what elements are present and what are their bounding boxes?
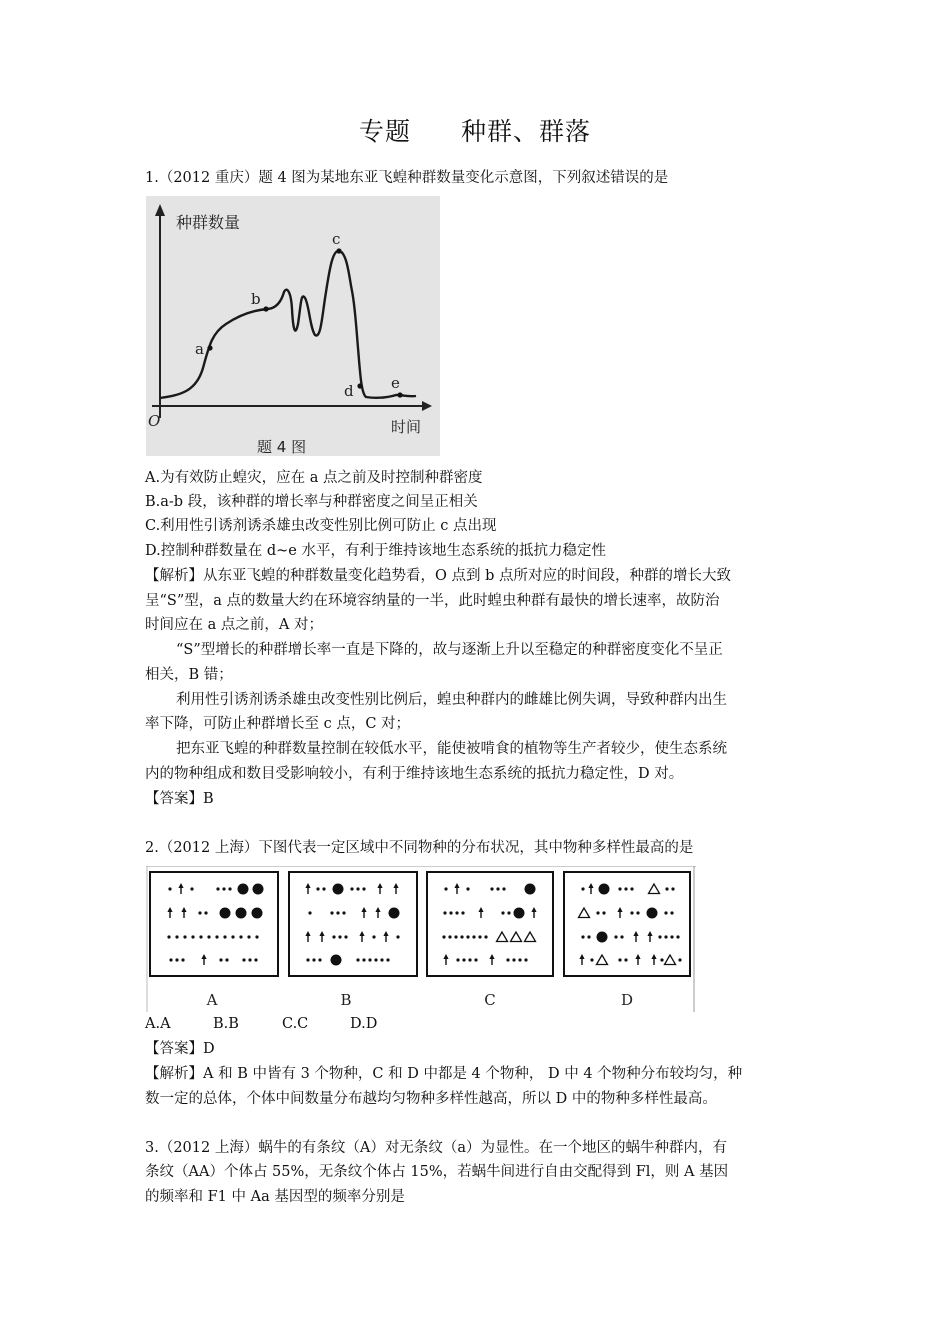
point-d-label: d xyxy=(344,382,354,400)
panel-b-label: B xyxy=(340,991,352,1009)
x-axis-label: 时间 xyxy=(391,418,422,436)
panel-b-organisms xyxy=(305,883,399,966)
panel-d-organisms xyxy=(579,883,682,965)
panel-c-organisms xyxy=(442,883,536,965)
q2-option-b: B.B xyxy=(213,1016,239,1032)
point-a-label: a xyxy=(195,340,204,358)
q1-option-d: D.控制种群数量在 d~e 水平，有利于维持该地生态系统的抵抗力稳定性 xyxy=(145,543,606,559)
q1-analysis-line: 率下降，可防止种群增长至 c 点，C 对； xyxy=(145,716,411,732)
point-c-marker xyxy=(336,248,341,253)
q1-analysis-line: 【解析】从东亚飞蝗的种群数量变化趋势看，O 点到 b 点所对应的时间段，种群的增长大致 xyxy=(145,568,731,584)
panel-a-organisms xyxy=(167,883,263,965)
q1-analysis-line: 时间应在 a 点之前，A 对； xyxy=(145,617,323,633)
q1-analysis-line: 相关，B 错； xyxy=(145,667,233,683)
q1-analysis-line: 内的物种组成和数目受影响较小，有利于维持该地生态系统的抵抗力稳定性，D 对。 xyxy=(145,766,684,782)
q1-option-a: A.为有效防止蝗灾，应在 a 点之前及时控制种群密度 xyxy=(145,470,483,486)
q3-stem-line: 条纹（AA）个体占 55%，无条纹个体占 15%，若蜗牛间进行自由交配得到 Fl，则 A 基因 xyxy=(145,1164,729,1180)
point-c-label: c xyxy=(332,230,341,248)
q2-option-c: C.C xyxy=(282,1016,309,1032)
q1-analysis-line: 呈“S”型，a 点的数量大约在环境容纳量的一半，此时蝗虫种群有最快的增长速率，故防治 xyxy=(145,593,720,609)
point-e-marker xyxy=(397,392,402,397)
origin-label: O xyxy=(148,412,161,430)
figure-caption: 题 4 图 xyxy=(257,438,307,456)
q2-analysis-line: 【解析】A 和 B 中皆有 3 个物种，C 和 D 中都是 4 个物种， D 中 4 个物种分布较均匀，种 xyxy=(145,1066,743,1082)
panel-c-label: C xyxy=(484,991,496,1009)
population-curve-graph xyxy=(146,196,440,456)
q2-analysis-line: 数一定的总体，个体中间数量分布越均匀物种多样性越高，所以 D 中的物种多样性最高。 xyxy=(145,1091,717,1107)
q2-option-a: A.A xyxy=(145,1016,171,1032)
q2-species-distribution-figure xyxy=(146,866,696,1012)
panel-a-label: A xyxy=(206,991,218,1009)
y-axis-label: 种群数量 xyxy=(176,213,241,232)
q3-stem-line: 的频率和 F1 中 Aa 基因型的频率分别是 xyxy=(145,1189,405,1205)
panel-d-label: D xyxy=(620,991,634,1009)
q2-answer: 【答案】D xyxy=(145,1041,215,1057)
point-d-marker xyxy=(357,383,362,388)
point-a-marker xyxy=(207,345,212,350)
point-b-label: b xyxy=(251,290,261,308)
q1-analysis-line: “S”型增长的种群增长率一直是下降的，故与逐渐上升以至稳定的种群密度变化不呈正 xyxy=(176,642,723,658)
q1-analysis-line: 把东亚飞蝗的种群数量控制在较低水平，能使被啃食的植物等生产者较少，使生态系统 xyxy=(176,741,727,757)
q1-option-c: C.利用性引诱剂诱杀雄虫改变性别比例可防止 c 点出现 xyxy=(145,518,497,534)
q1-answer: 【答案】B xyxy=(145,791,214,807)
page-title: 专题 种群、群落 xyxy=(358,117,592,146)
q2-stem: 2.（2012 上海）下图代表一定区域中不同物种的分布状况，其中物种多样性最高的是 xyxy=(145,840,694,856)
q1-analysis-line: 利用性引诱剂诱杀雄虫改变性别比例后，蝗虫种群内的雌雄比例失调，导致种群内出生 xyxy=(176,692,727,708)
point-e-label: e xyxy=(391,374,400,392)
species-distribution-panels xyxy=(146,866,696,1012)
q2-option-d: D.D xyxy=(350,1016,378,1032)
q1-option-b: B.a-b 段，该种群的增长率与种群密度之间呈正相关 xyxy=(145,494,478,510)
q1-stem: 1.（2012 重庆）题 4 图为某地东亚飞蝗种群数量变化示意图，下列叙述错误的是 xyxy=(145,170,669,186)
point-b-marker xyxy=(263,306,268,311)
q1-population-figure xyxy=(146,196,440,456)
q3-stem-line: 3.（2012 上海）蜗牛的有条纹（A）对无条纹（a）为显性。在一个地区的蜗牛种群内，有 xyxy=(145,1140,727,1156)
